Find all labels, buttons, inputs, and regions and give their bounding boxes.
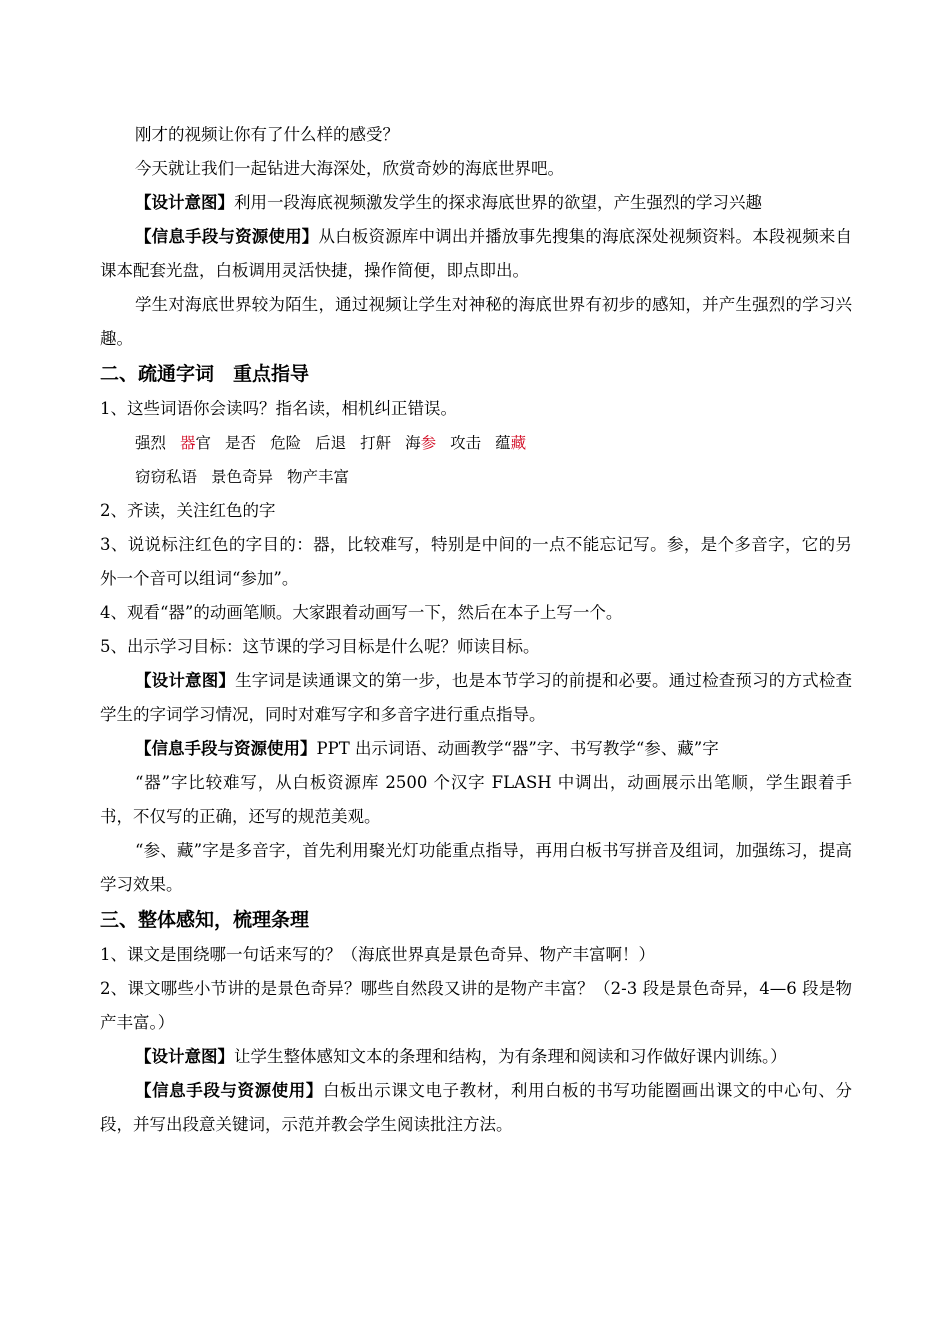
design-intent-text: 生字词是读通课文的第一步，也是本节学习的前提和必要。通过检查预习的方式检查学生的字词学习情况，同时对难写字和多音字进行重点指导。: [100, 671, 852, 724]
design-intent-label: 【设计意图】: [135, 1047, 234, 1066]
vocabulary-word: [495, 434, 526, 452]
paragraph-design-intent-3: [100, 1040, 852, 1074]
vocabulary-word: [135, 434, 166, 452]
vocabulary-word: 景色奇异: [211, 468, 274, 486]
list-item-2-1: 1、这些词语你会读吗？指名读，相机纠正错误。: [100, 399, 457, 418]
vocabulary-highlight-char: 器: [180, 434, 196, 452]
vocabulary-word: [180, 434, 211, 452]
vocabulary-word-plain: 后退: [315, 434, 347, 452]
list-item-3-1: 1、课文是围绕哪一句话来写的？（海底世界真是景色奇异、物产丰富啊！）: [100, 945, 655, 964]
paragraph-today-intro: 今天就让我们一起钻进大海深处，欣赏奇妙的海底世界吧。: [135, 159, 564, 178]
vocabulary-word: [450, 434, 481, 452]
design-intent-text: 让学生整体感知文本的条理和结构，为有条理和阅读和习作做好课内训练。）: [234, 1047, 787, 1066]
list-item-2-5: 5、出示学习目标：这节课的学习目标是什么呢？师读目标。: [100, 637, 540, 656]
vocabulary-word-plain: 强烈: [135, 434, 167, 452]
info-resource-text: PPT 出示词语、动画教学“器”字、书写教学“参、藏”字: [316, 739, 719, 758]
vocabulary-word: [270, 434, 301, 452]
vocabulary-word: [225, 434, 256, 452]
design-intent-text: 利用一段海底视频激发学生的探求海底世界的欲望，产生强烈的学习兴趣: [234, 193, 762, 212]
info-resource-label: 【信息手段与资源使用】: [135, 227, 319, 246]
vocabulary-highlight-char: 藏: [510, 434, 527, 452]
list-item-2-4: 4、观看“器”的动画笔顺。大家跟着动画写一下，然后在本子上写一个。: [100, 603, 623, 622]
info-resource-text: 白板出示课文电子教材，利用白板的书写功能圈画出课文的中心句、分段，并写出段意关键词，示范并教会学生阅读批注方法。: [100, 1081, 852, 1134]
paragraph-info-resource-2: [100, 732, 852, 766]
vocabulary-word-plain: 攻击: [450, 434, 482, 452]
vocabulary-word: [315, 434, 346, 452]
vocabulary-word: [405, 434, 436, 452]
paragraph-feeling-question: 刚才的视频让你有了什么样的感受？: [135, 125, 399, 144]
paragraph-design-intent-1: [100, 186, 852, 220]
list-item-2-2: 2、齐读，关注红色的字: [100, 501, 276, 520]
info-resource-label: 【信息手段与资源使用】: [135, 1081, 323, 1100]
paragraph-qi-flash: “器”字比较难写，从白板资源库 2500 个汉字 FLASH 中调出，动画展示出笔顺，学生跟着手书，不仅写的正确，还写的规范美观。: [100, 773, 852, 826]
vocabulary-row-2: [100, 460, 852, 494]
vocabulary-word-plain: 危险: [270, 434, 302, 452]
vocabulary-word-plain: 打鼾: [360, 434, 392, 452]
document-body: [100, 118, 852, 1142]
paragraph-info-resource-1: [100, 220, 852, 288]
design-intent-label: 【设计意图】: [135, 671, 236, 690]
paragraph-design-intent-2: [100, 664, 852, 732]
info-resource-text: 从白板资源库中调出并播放事先搜集的海底深处视频资料。本段视频来自课本配套光盘，白板调用灵活快捷，操作简便，即点即出。: [100, 227, 852, 280]
list-item-3-2: 2、课文哪些小节讲的是景色奇异？哪些自然段又讲的是物产丰富？（2-3 段是景色奇异，4—6 段是物产丰富。）: [100, 979, 852, 1032]
info-resource-label: 【信息手段与资源使用】: [135, 739, 317, 758]
vocabulary-word-plain: 是否: [225, 434, 257, 452]
vocabulary-word-plain: 官: [195, 434, 212, 452]
section-heading-3: 三、整体感知，梳理条理: [100, 909, 310, 931]
paragraph-can-cang-spotlight: “参、藏”字是多音字，首先利用聚光灯功能重点指导，再用白板书写拼音及组词，加强练习，提高学习效果。: [100, 841, 852, 894]
vocabulary-word-plain: 蕴: [495, 434, 511, 452]
vocabulary-highlight-char: 参: [420, 434, 437, 452]
list-item-2-3: 3、说说标注红色的字目的：器，比较难写，特别是中间的一点不能忘记写。参，是个多音字，它的另外一个音可以组词“参加”。: [100, 535, 852, 588]
paragraph-students-unfamiliar: 学生对海底世界较为陌生，通过视频让学生对神秘的海底世界有初步的感知，并产生强烈的学习兴趣。: [100, 295, 852, 348]
vocabulary-word: [360, 434, 391, 452]
design-intent-label: 【设计意图】: [135, 193, 234, 212]
section-heading-2: 二、疏通字词 重点指导: [100, 363, 310, 385]
vocabulary-row-1: [100, 426, 852, 460]
vocabulary-word: 窃窃私语: [135, 468, 198, 486]
vocabulary-word-plain: 海: [405, 434, 421, 452]
vocabulary-word: 物产丰富: [287, 468, 350, 486]
paragraph-info-resource-3: [100, 1074, 852, 1142]
